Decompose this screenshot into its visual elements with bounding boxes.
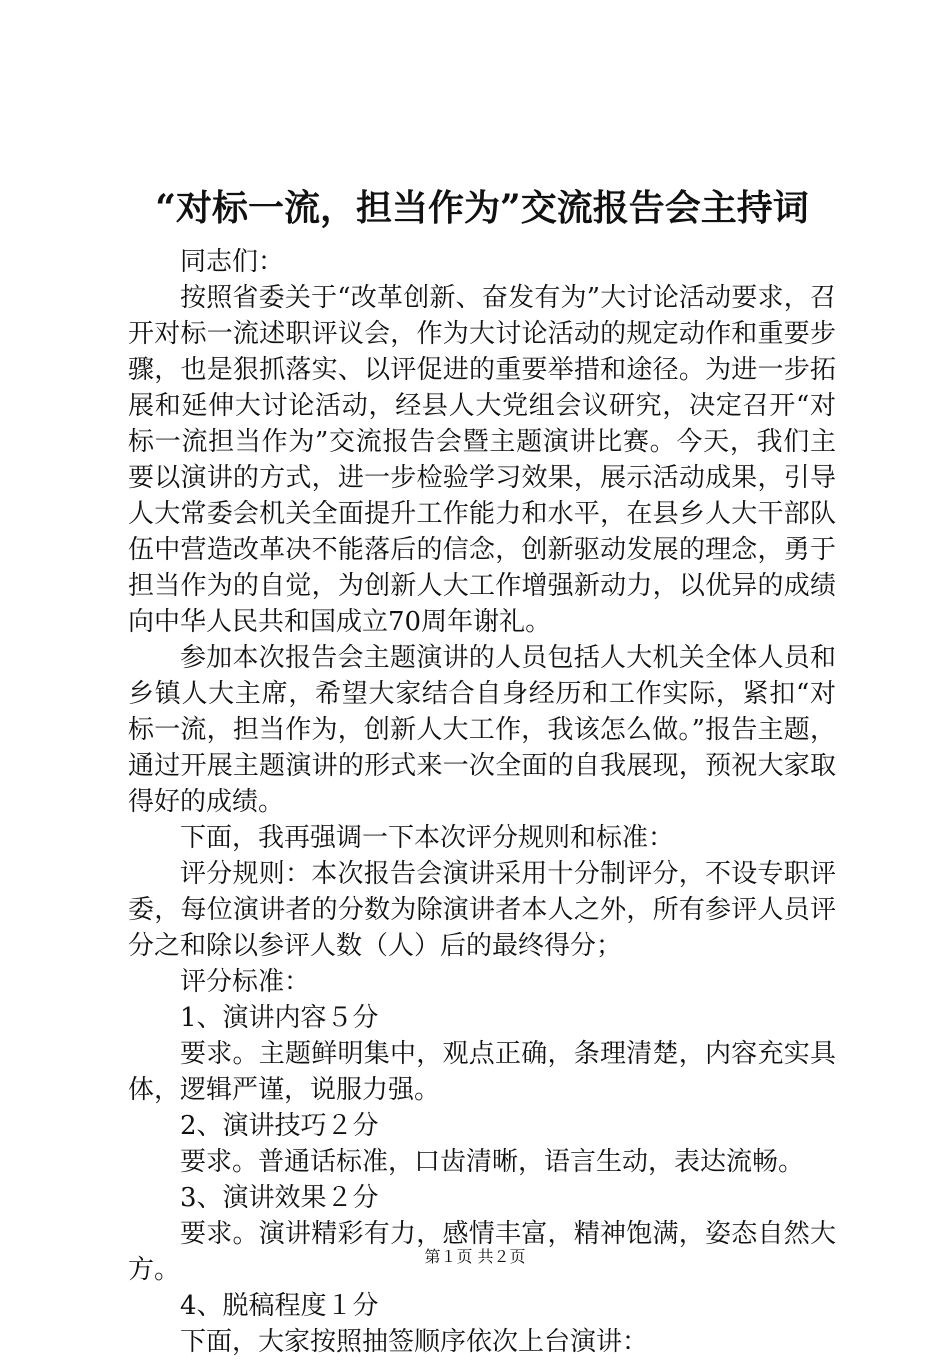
criterion-content: 1、演讲内容５分 — [180, 1003, 379, 1033]
paragraph-background: 按照省委关于“改革创新、奋发有为”大讨论活动要求，召开对标一流述职评议会，作为大讨论活动的规定动作和重要步骤，也是狠抓落实、以评促进的重要举措和途径。为进一步拓展和延伸大讨论活动，经县人大党组会议研究，决定召开“对标一流担当作为”交流报告会暨主题演讲比赛。今天，我们主要以演讲的方式，进一步检验学习效果，展示活动成果，引导人大常委会机关全面提升工作能力和水平，在县乡人大干部队伍中营造改革决不能落后的信念，创新驱动发展的理念，勇于担当作为的自觉，为创新人大工作增强新动力，以优异的成绩向中华人民共和国成立70周年谢礼。 — [128, 283, 836, 637]
paragraph-greeting: 同志们： — [180, 247, 285, 277]
criterion-content-requirement: 要求。主题鲜明集中，观点正确，条理清楚，内容充实具体，逻辑严谨，说服力强。 — [128, 1039, 836, 1105]
criterion-script-free: 4、脱稿程度１分 — [180, 1291, 379, 1321]
criterion-effect-requirement: 要求。演讲精彩有力，感情丰富，精神饱满，姿态自然大方。 — [128, 1219, 836, 1285]
paragraph-rules-intro: 下面，我再强调一下本次评分规则和标准： — [180, 823, 675, 853]
document-title: “对标一流，担当作为”交流报告会主持词 — [155, 187, 809, 229]
paragraph-closing: 下面，大家按照抽签顺序依次上台演讲： — [180, 1327, 649, 1357]
document-page — [128, 180, 836, 1360]
paragraph-scoring-criteria: 评分标准： — [180, 967, 311, 997]
document-body — [128, 244, 836, 1360]
criterion-technique: 2、演讲技巧２分 — [180, 1111, 379, 1141]
criterion-technique-requirement: 要求。普通话标准，口齿清晰，语言生动，表达流畅。 — [180, 1147, 805, 1177]
paragraph-participants: 参加本次报告会主题演讲的人员包括人大机关全体人员和乡镇人大主席，希望大家结合自身经历和工作实际，紧扣“对标一流，担当作为，创新人大工作，我该怎么做。”报告主题，通过开展主题演讲的形式来一次全面的自我展现，预祝大家取得好的成绩。 — [128, 643, 836, 817]
paragraph-scoring-rules: 评分规则：本次报告会演讲采用十分制评分，不设专职评委，每位演讲者的分数为除演讲者本人之外，所有参评人员评分之和除以参评人数（人）后的最终得分； — [128, 859, 836, 961]
criterion-effect: 3、演讲效果２分 — [180, 1183, 379, 1213]
page-footer: 第１页 共２页 — [424, 1247, 526, 1266]
